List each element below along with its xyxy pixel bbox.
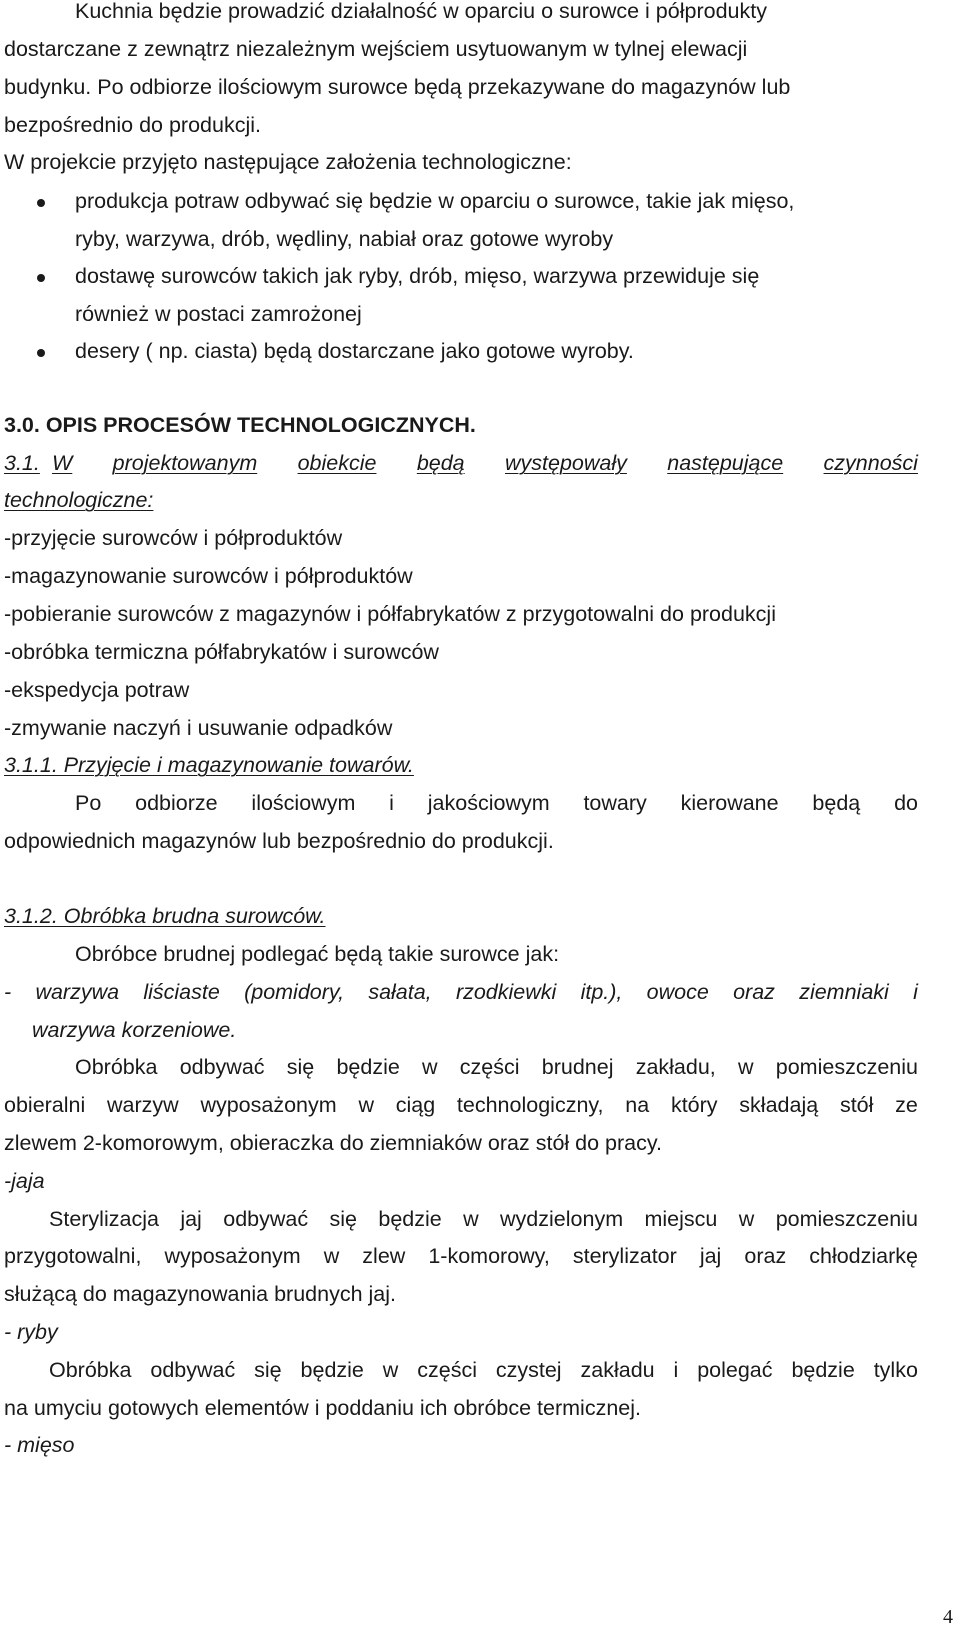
activity-item: -obróbka termiczna półfabrykatów i surowców xyxy=(4,640,439,664)
section-3-1-heading-cont: technologiczne: xyxy=(4,488,154,512)
word: zakładu xyxy=(580,1358,655,1382)
activity-item: -zmywanie naczyń i usuwanie odpadków xyxy=(4,716,393,740)
section-3-1-number: 3.1. xyxy=(4,451,40,475)
word: w xyxy=(422,1055,438,1079)
word: stół xyxy=(839,1093,874,1117)
word: obiekcie xyxy=(297,451,377,475)
word: następujące xyxy=(667,451,784,475)
word: w xyxy=(738,1055,754,1079)
justified-line xyxy=(4,1095,918,1117)
word: wydzielonym xyxy=(500,1207,624,1231)
word: owoce xyxy=(646,980,709,1004)
bullet-dot xyxy=(37,199,45,207)
bullet-text: również w postaci zamrożonej xyxy=(75,302,362,326)
word: jakościowym xyxy=(427,791,550,815)
activity-item: -ekspedycja potraw xyxy=(4,678,190,702)
word: do xyxy=(894,791,918,815)
paragraph-line: na umyciu gotowych elementów i poddaniu ich obróbce termicznej. xyxy=(4,1396,641,1420)
bullet-text: desery ( np. ciasta) będą dostarczane jako gotowe wyroby. xyxy=(75,339,634,363)
word: liściaste xyxy=(143,980,220,1004)
bullet-dot xyxy=(37,274,45,282)
word: rzodkiewki xyxy=(455,980,557,1004)
paragraph-line xyxy=(75,793,918,815)
word: ilościowym xyxy=(251,791,356,815)
word: składają xyxy=(739,1093,819,1117)
word: odbywać xyxy=(179,1055,265,1079)
word: wyposażonym xyxy=(164,1244,301,1268)
word: występowały xyxy=(505,451,627,475)
section-3-1-title xyxy=(52,453,918,475)
word: i xyxy=(913,980,918,1004)
bullet-dot xyxy=(37,349,45,357)
fish-label: - ryby xyxy=(4,1320,58,1344)
word: w xyxy=(738,1207,755,1231)
word: w xyxy=(382,1358,399,1382)
word: itp.), xyxy=(580,980,623,1004)
word: przygotowalni, xyxy=(4,1244,142,1268)
meat-label: - mięso xyxy=(4,1433,75,1457)
word: oraz xyxy=(744,1244,787,1268)
activity-item: -przyjęcie surowców i półproduktów xyxy=(4,526,343,550)
assumptions-heading: W projekcie przyjęto następujące założenia technologiczne: xyxy=(4,150,572,174)
word: będą xyxy=(416,451,465,475)
word: będzie xyxy=(336,1055,400,1079)
activity-item: -magazynowanie surowców i półproduktów xyxy=(4,564,413,588)
justified-line xyxy=(4,1246,918,1268)
word: projektowanym xyxy=(112,451,258,475)
word: w xyxy=(323,1244,340,1268)
justified-line xyxy=(75,1057,918,1079)
paragraph-line: Obróbce brudnej podlegać będą takie surowce jak: xyxy=(75,942,560,966)
intro-line: budynku. Po odbiorze ilościowym surowce będą przekazywane do magazynów lub xyxy=(4,75,791,99)
vegetables-item xyxy=(4,982,918,1004)
word: i xyxy=(389,791,394,815)
justified-line xyxy=(4,982,918,1004)
word: Obróbka xyxy=(49,1358,132,1382)
word: się xyxy=(286,1055,315,1079)
word: w xyxy=(463,1207,479,1231)
word: polegać xyxy=(697,1358,773,1382)
word: Sterylizacja xyxy=(49,1207,159,1231)
bullet-text: produkcja potraw odbywać się będzie w oparciu o surowce, takie jak mięso, xyxy=(75,189,795,213)
word: zakładu, xyxy=(635,1055,716,1079)
intro-line: bezpośrednio do produkcji. xyxy=(4,113,261,137)
word: będzie xyxy=(300,1358,364,1382)
word: kierowane xyxy=(680,791,779,815)
word: będą xyxy=(812,791,861,815)
justified-line xyxy=(49,1209,918,1231)
word: jaj xyxy=(180,1207,202,1231)
paragraph-line: odpowiednich magazynów lub bezpośrednio do produkcji. xyxy=(4,829,554,853)
section-3-1-1-heading: 3.1.1. Przyjęcie i magazynowanie towarów. xyxy=(4,753,414,777)
word: który xyxy=(670,1093,718,1117)
word: się xyxy=(254,1358,282,1382)
word: chłodziarkę xyxy=(809,1244,918,1268)
paragraph-line: zlewem 2-komorowym, obieraczka do ziemniaków oraz stół do pracy. xyxy=(4,1131,662,1155)
vegetables-item-cont: warzywa korzeniowe. xyxy=(32,1018,237,1042)
word: Obróbka xyxy=(75,1055,158,1079)
eggs-label: -jaja xyxy=(4,1169,45,1193)
word: (pomidory, xyxy=(244,980,345,1004)
word: wyposażonym xyxy=(200,1093,337,1117)
page-number: 4 xyxy=(943,1606,953,1628)
word: oraz xyxy=(733,980,775,1004)
word: odbywać xyxy=(150,1358,236,1382)
word: czystej xyxy=(495,1358,562,1382)
word: części xyxy=(459,1055,520,1079)
word: czynności xyxy=(823,451,918,475)
word: W xyxy=(52,451,73,475)
word: warzyw xyxy=(107,1093,179,1117)
word: towary xyxy=(583,791,647,815)
justified-line xyxy=(49,1360,918,1382)
word: ziemniaki xyxy=(799,980,889,1004)
word: w xyxy=(358,1093,374,1117)
section-3-1-2-heading: 3.1.2. Obróbka brudna surowców. xyxy=(4,904,326,928)
word: ciąg xyxy=(395,1093,436,1117)
bullet-text: dostawę surowców takich jak ryby, drób, mięso, warzywa przewiduje się xyxy=(75,264,760,288)
word: odbiorze xyxy=(135,791,218,815)
paragraph-line xyxy=(75,1057,918,1079)
word: tylko xyxy=(873,1358,918,1382)
word: ze xyxy=(895,1093,918,1117)
word: pomieszczeniu xyxy=(775,1207,918,1231)
word: obieralni xyxy=(4,1093,86,1117)
word: i xyxy=(673,1358,679,1382)
word: będzie xyxy=(791,1358,855,1382)
justified-line xyxy=(75,793,918,815)
word: pomieszczeniu xyxy=(775,1055,918,1079)
word: technologiczny, xyxy=(456,1093,604,1117)
word: jaj xyxy=(699,1244,722,1268)
intro-line: dostarczane z zewnątrz niezależnym wejściem usytuowanym w tylnej elewacji xyxy=(4,37,748,61)
word: sałata, xyxy=(368,980,432,1004)
word: brudnej xyxy=(541,1055,614,1079)
word: sterylizator xyxy=(572,1244,677,1268)
word: - xyxy=(4,980,12,1004)
word: zlew xyxy=(362,1244,406,1268)
word: miejscu xyxy=(644,1207,718,1231)
word: 1-komorowy, xyxy=(428,1244,550,1268)
paragraph-line xyxy=(4,1246,918,1268)
section-3-0-heading: 3.0. OPIS PROCESÓW TECHNOLOGICZNYCH. xyxy=(4,413,476,437)
paragraph-line: służącą do magazynowania brudnych jaj. xyxy=(4,1282,397,1306)
word: się xyxy=(329,1207,357,1231)
word: odbywać xyxy=(223,1207,309,1231)
activity-item: -pobieranie surowców z magazynów i półfabrykatów z przygotowalni do produkcji xyxy=(4,602,776,626)
word: Po xyxy=(75,791,102,815)
paragraph-line xyxy=(49,1360,918,1382)
word: części xyxy=(417,1358,477,1382)
word: na xyxy=(625,1093,650,1117)
paragraph-line xyxy=(4,1095,918,1117)
intro-line: Kuchnia będzie prowadzić działalność w oparciu o surowce i półprodukty xyxy=(75,0,767,23)
word: będzie xyxy=(378,1207,442,1231)
paragraph-line xyxy=(49,1209,918,1231)
word: warzywa xyxy=(35,980,120,1004)
section-3-1-heading xyxy=(4,453,918,475)
bullet-text: ryby, warzywa, drób, wędliny, nabiał oraz gotowe wyroby xyxy=(75,227,614,251)
